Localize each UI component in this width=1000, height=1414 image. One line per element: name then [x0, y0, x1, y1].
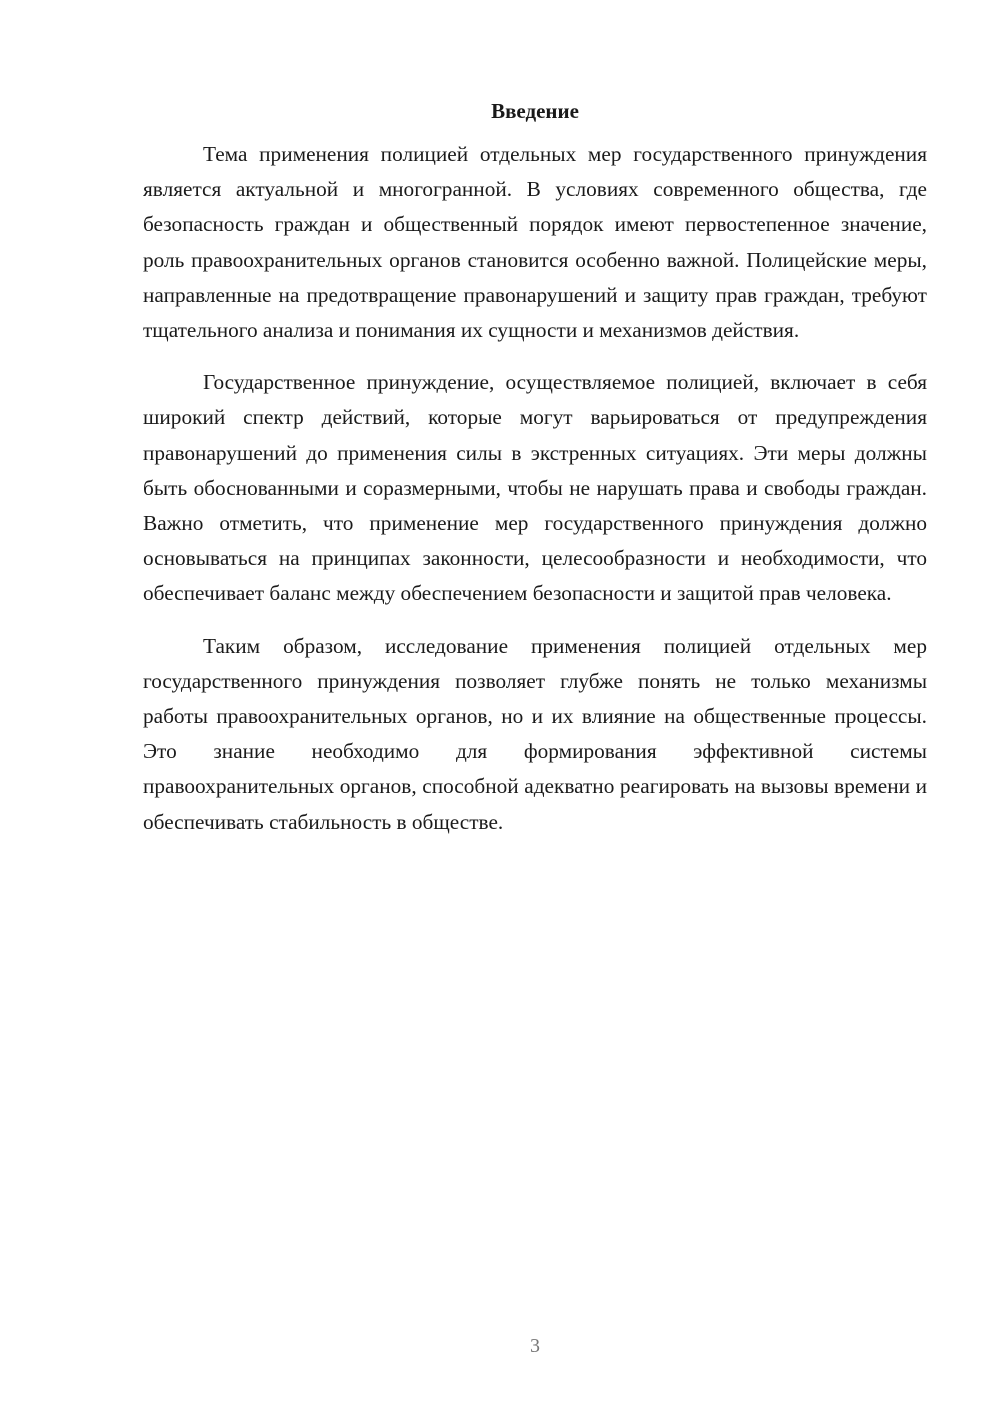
- paragraph-2: Государственное принуждение, осуществляемое полицией, включает в себя широкий спектр действий, которые могут варьироваться от предупреждения правонарушений до применения силы в экстренных ситуациях. Эти меры должны быть обоснованными и соразмерными, чтобы не нарушать права и свободы граждан. Важно отметить, что применение мер государственного принуждения должно основываться на принципах законности, целесообразности и необходимости, что обеспечивает баланс между обеспечением безопасности и защитой прав человека.: [143, 370, 927, 606]
- paragraph-1: Тема применения полицией отдельных мер государственного принуждения является актуальной и многогранной. В условиях современного общества, где безопасность граждан и общественный порядок имеют первостепенное значение, роль правоохранительных органов становится особенно важной. Полицейские меры, направленные на предотвращение правонарушений и защиту прав граждан, требуют тщательного анализа и понимания их сущности и механизмов действия.: [143, 142, 927, 343]
- document-page: [143, 96, 927, 857]
- paragraph-3: Таким образом, исследование применения полицией отдельных мер государственного принуждения позволяет глубже понять не только механизмы работы правоохранительных органов, но и их влияние на общественные процессы. Это знание необходимо для формирования эффективной системы правоохранительных органов, способной адекватно реагировать на вызовы времени и обеспечивать стабильность в обществе.: [143, 633, 927, 834]
- page-number: 3: [530, 1335, 540, 1357]
- section-heading: Введение: [491, 99, 579, 123]
